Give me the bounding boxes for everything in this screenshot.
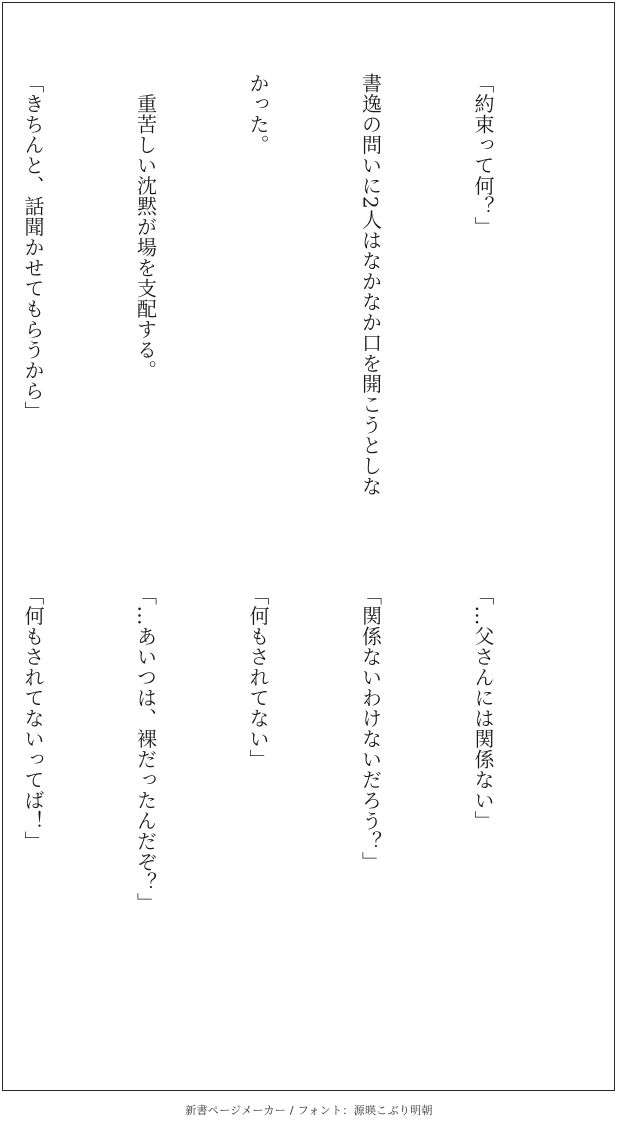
upper-text-block [0,73,576,553]
text-line: 「何もされてないってば！」 [21,585,45,852]
text-line: かった。 [246,73,270,155]
text-line: 書逸の問いに2人はなかなか口を開こうとしな [358,73,383,497]
lower-text-block [0,585,576,1065]
text-line: 「関係ないわけないだろう？」 [358,585,383,872]
text-line: 「…あいつは、裸だったんだぞ？」 [133,585,158,913]
text-line: 「きちんと、話聞かせてもらうから」 [21,73,45,422]
text-line: 「…父さんには関係ない」 [471,585,495,831]
footer-credit: 新書ページメーカー / フォント：源暎こぶり明朝 [185,1104,433,1117]
text-line: 重苦しい沈黙が場を支配する。 [133,73,158,381]
page-frame [2,2,615,1091]
text-line: 「約束って何？」 [471,73,495,237]
text-line: 「何もされてない」 [246,585,270,770]
